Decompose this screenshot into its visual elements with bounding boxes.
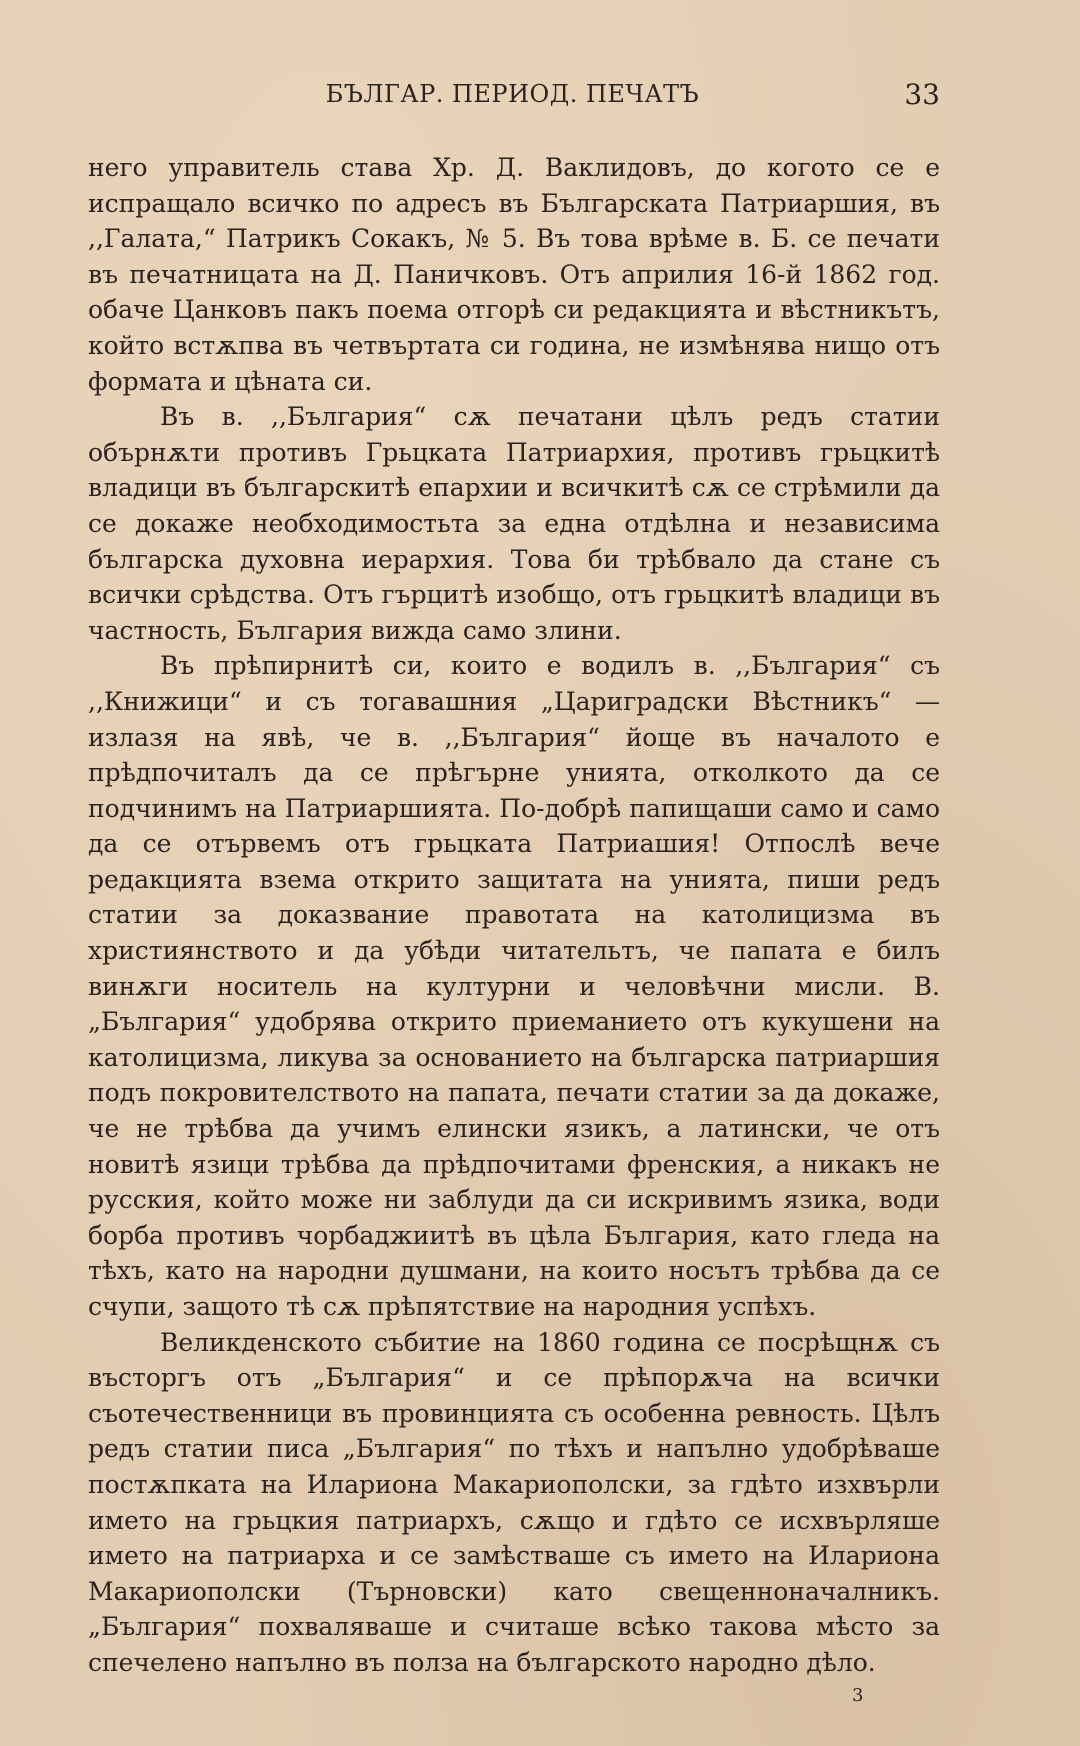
running-head-title: БЪЛГАР. ПЕРИОД. ПЕЧАТЪ (325, 80, 700, 108)
paragraph: Въ прѣпирнитѣ си, които е водилъ в. ,,България“ съ ,,Книжици“ и съ тогавашния „Цариградски Вѣстникъ“ — излазя на явѣ, че в. ,,България“ йоще въ началото е прѣдпочиталъ да се прѣгърне унията, отколкото да се подчинимъ на Патриаршията. По-добрѣ папищаши само и само да се отървемъ отъ грьцката Патриашия! Отпослѣ вече редакцията взема открито защитата на унията, пиши редъ статии за доказвание правотата на католицизма въ християнството и да убѣди читательтъ, че папата е билъ винѫги носитель на културни и человѣчни мисли. В. „България“ удобрява открито приеманието отъ кукушени на католицизма, ликува за основанието на българска патриаршия подъ покровителството на папата, печати статии за да докаже, че не трѣбва да учимъ елински язикъ, а латински, че отъ новитѣ язици трѣбва да прѣдпочитами френския, а никакъ не русския, който може ни заблуди да си искривимъ язика, води борба противъ чорбаджиитѣ въ цѣла България, като гледа на тѣхъ, като на народни душмани, на които носътъ трѣбва да се счупи, защото тѣ сѫ прѣпятствие на народния успѣхъ. (88, 651, 940, 1321)
running-head (85, 80, 940, 114)
paragraph: Въ в. ,,България“ сѫ печатани цѣлъ редъ статии обърнѫти противъ Грьцката Патриархия, противъ грьцкитѣ владици въ българскитѣ епархии и всичкитѣ сѫ се стрѣмили да се докаже необходимостьта за една отдѣлна и независима българска духовна иерархия. Това би трѣбвало да стане съ всички срѣдства. Отъ гърцитѣ изобщо, отъ грьцкитѣ владици въ частность, България вижда само злини. (88, 402, 940, 645)
page-number: 33 (904, 78, 940, 111)
signature-mark: 3 (852, 1685, 864, 1706)
body-text (88, 150, 940, 1681)
paragraph: него управитель става Хр. Д. Ваклидовъ, до когото се е испращало всичко по адресъ въ Българската Патриаршия, въ ,,Галата,“ Патрикъ Сокакъ, № 5. Въ това врѣме в. Б. се печати въ печатницата на Д. Паничковъ. Отъ априлия 16-й 1862 год. обаче Цанковъ пакъ поема отгорѣ си редакцията и вѣстникътъ, който встѫпва въ четвъртата си година, не измѣнява нищо отъ формата и цѣната си. (88, 153, 940, 396)
paragraph: Великденското събитие на 1860 година се посрѣщнѫ съ въсторгъ отъ „България“ и се прѣпорѫча на всички съотечественници въ провинцията съ особенна ревность. Цѣлъ редъ статии писа „България“ по тѣхъ и напълно удобрѣваше постѫпката на Илариона Макариополски, за гдѣто изхвърли името на грьцкия патриархъ, сѫщо и гдѣто се исхвърляше името на патриарха и се замѣстваше съ името на Илариона Макариополски (Търновски) като свещенноначалникъ. „България“ похваляваше и считаше всѣко такова мѣсто за спечелено напълно въ полза на българското народно дѣло. (88, 1327, 940, 1677)
